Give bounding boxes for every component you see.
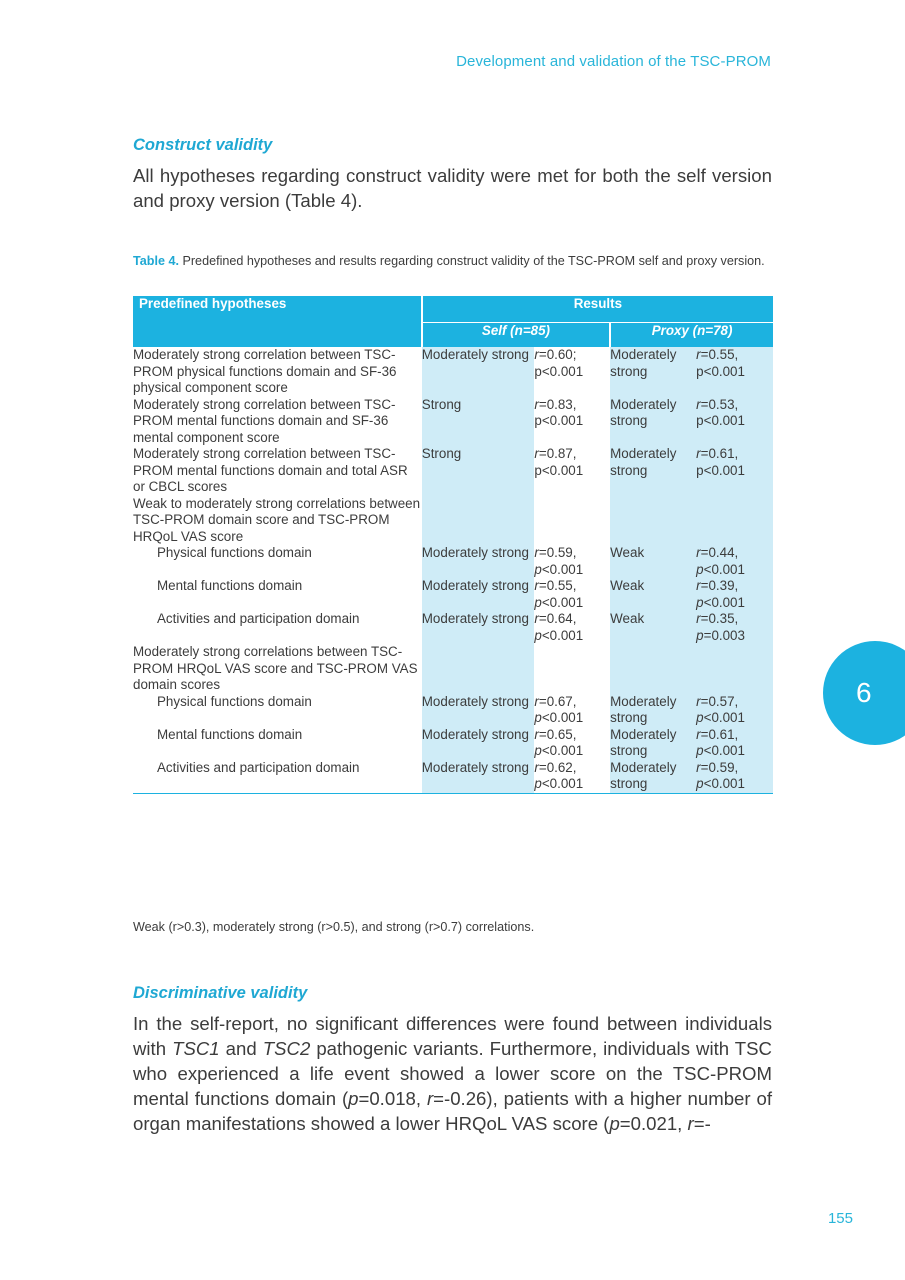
self-strength-cell: Strong: [422, 397, 535, 447]
table-row: [133, 578, 773, 611]
self-strength-cell: Moderately strong: [422, 545, 535, 578]
table-row: [133, 347, 773, 397]
proxy-strength-cell: Weak: [610, 545, 696, 578]
self-strength-cell: Moderately strong: [422, 694, 535, 727]
section-heading-discriminative-validity: Discriminative validity: [133, 984, 308, 1002]
proxy-strength-cell: Weak: [610, 578, 696, 611]
proxy-strength-cell: Moderately strong: [610, 397, 696, 447]
proxy-correlation-cell: r=0.53, p<0.001: [696, 397, 773, 447]
self-correlation-cell: r=0.67, p<0.001: [534, 694, 610, 727]
table-row: [133, 446, 773, 496]
table-footnote: Weak (r>0.3), moderately strong (r>0.5), and strong (r>0.7) correlations.: [133, 920, 535, 934]
table-row: [133, 760, 773, 794]
table-caption: [133, 253, 773, 270]
self-correlation-cell: r=0.60; p<0.001: [534, 347, 610, 397]
proxy-correlation-cell: r=0.59, p<0.001: [696, 760, 773, 794]
construct-validity-table: [133, 296, 773, 794]
hypothesis-cell: Mental functions domain: [157, 578, 303, 593]
hypothesis-cell: Physical functions domain: [157, 545, 312, 560]
self-correlation-cell: r=0.62, p<0.001: [534, 760, 610, 794]
chapter-tab: 6: [823, 641, 905, 745]
table-row: [133, 694, 773, 727]
header-predefined-hypotheses: Predefined hypotheses: [133, 296, 422, 323]
discriminative-validity-paragraph: In the self-report, no significant differences were found between individuals with TSC1 and TSC2 pathogenic variants. Furthermore, individuals with TSC who experienced a life event showed a lower score on the TSC-PROM mental functions domain (p=0.018, r=-0.26), patients with a higher number of organ manifestations showed a lower HRQoL VAS score (p=0.021, r=-: [133, 1013, 772, 1134]
proxy-correlation-cell: r=0.61, p<0.001: [696, 727, 773, 760]
hypothesis-group-cell: Weak to moderately strong correlations between TSC-PROM domain score and TSC-PROM HRQoL VAS score: [133, 495, 421, 544]
proxy-correlation-cell: r=0.35, p=0.003: [696, 611, 773, 644]
page-number: 155: [827, 1210, 853, 1227]
self-strength-cell: Moderately strong: [422, 347, 535, 397]
running-head: Development and validation of the TSC-PROM: [456, 53, 771, 70]
self-strength-cell: Moderately strong: [422, 760, 535, 794]
proxy-strength-cell: Weak: [610, 611, 696, 644]
proxy-strength-cell: Moderately strong: [610, 760, 696, 794]
section-heading-construct-validity: Construct validity: [133, 136, 273, 154]
self-strength-cell: Moderately strong: [422, 611, 535, 644]
hypothesis-cell: Mental functions domain: [157, 726, 303, 742]
header-results: Results: [422, 296, 773, 323]
self-correlation-cell: r=0.64, p<0.001: [534, 611, 610, 644]
table-row: [133, 397, 773, 447]
hypothesis-cell: Moderately strong correlation between TSC-PROM mental functions domain and total ASR or CBCL scores: [133, 446, 408, 494]
table-row-group-heading: [133, 496, 773, 546]
table-row-group-heading: [133, 644, 773, 694]
proxy-correlation-cell: r=0.39, p<0.001: [696, 578, 773, 611]
self-correlation-cell: r=0.87, p<0.001: [534, 446, 610, 496]
self-correlation-cell: r=0.65, p<0.001: [534, 727, 610, 760]
self-strength-cell: Strong: [422, 446, 535, 496]
header-self: Self (n=85): [422, 323, 610, 348]
proxy-correlation-cell: r=0.57, p<0.001: [696, 694, 773, 727]
proxy-strength-cell: Moderately strong: [610, 347, 696, 397]
hypothesis-cell: Physical functions domain: [157, 693, 312, 709]
proxy-correlation-cell: r=0.55, p<0.001: [696, 347, 773, 397]
hypothesis-cell: Moderately strong correlation between TSC-PROM mental functions domain and SF-36 mental component score: [133, 396, 396, 445]
table-row: [133, 727, 773, 760]
construct-validity-paragraph: All hypotheses regarding construct validity were met for both the self version and proxy version (Table 4).: [133, 165, 772, 211]
table-row: [133, 545, 773, 578]
self-strength-cell: Moderately strong: [422, 727, 535, 760]
table-caption-text: Predefined hypotheses and results regarding construct validity of the TSC-PROM self and proxy version.: [178, 254, 765, 268]
proxy-strength-cell: Moderately strong: [610, 727, 696, 760]
proxy-correlation-cell: r=0.61, p<0.001: [696, 446, 773, 496]
proxy-strength-cell: Moderately strong: [610, 694, 696, 727]
header-proxy: Proxy (n=78): [610, 323, 773, 348]
self-correlation-cell: r=0.55, p<0.001: [534, 578, 610, 611]
table-row: [133, 611, 773, 644]
hypothesis-group-cell: Moderately strong correlations between TSC-PROM HRQoL VAS score and TSC-PROM VAS domain scores: [133, 644, 418, 692]
hypothesis-cell: Moderately strong correlation between TSC-PROM physical functions domain and SF-36 physical component score: [133, 347, 397, 395]
self-correlation-cell: r=0.59, p<0.001: [534, 545, 610, 578]
hypothesis-cell: Activities and participation domain: [133, 760, 422, 794]
self-correlation-cell: r=0.83, p<0.001: [534, 397, 610, 447]
header-blank: [133, 323, 422, 348]
hypothesis-cell: Activities and participation domain: [157, 611, 360, 626]
table-caption-label: Table 4.: [133, 254, 179, 268]
proxy-correlation-cell: r=0.44, p<0.001: [696, 545, 773, 578]
self-strength-cell: Moderately strong: [422, 578, 535, 611]
proxy-strength-cell: Moderately strong: [610, 446, 696, 496]
